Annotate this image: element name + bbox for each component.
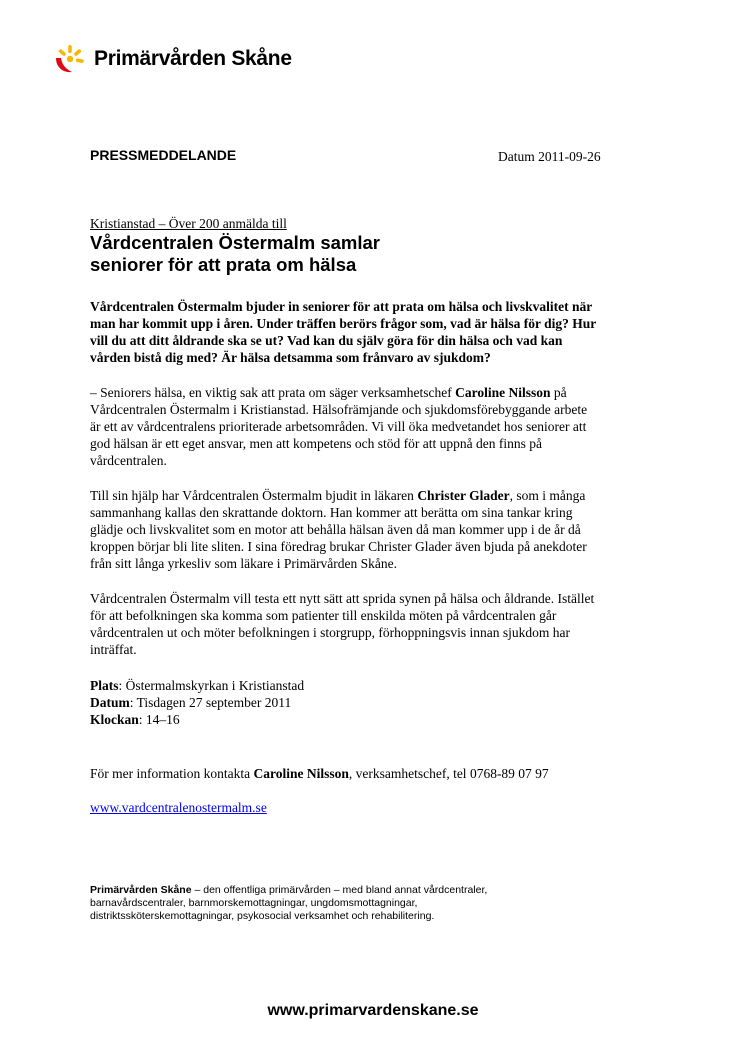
text-span: För mer information kontakta <box>90 766 254 781</box>
person-name: Christer Glader <box>417 488 510 503</box>
paragraph-line: är ett av vårdcentralens prioriterade arbetsområden. Vi vill öka medvetandet hos seniorer att <box>90 419 587 434</box>
paragraph-line: inträffat. <box>90 642 137 657</box>
text-span: – den offentliga primärvården – med bland annat vårdcentraler, <box>191 884 488 896</box>
text-span: , som i många <box>509 488 586 503</box>
text-span: , verksamhetschef, tel 0768-89 07 97 <box>348 766 549 781</box>
paragraph-line: glädje och livskvalitet som en motor att behålla hälsan även då man kommer upp i de år då <box>90 522 581 537</box>
paragraph-speaker <box>90 487 650 572</box>
fact-label: Datum <box>90 695 130 710</box>
paragraph-line <box>90 487 650 504</box>
paragraph-line: vårdcentralen. <box>90 453 167 468</box>
footer-note <box>90 884 487 923</box>
fact-value: : Tisdagen 27 september 2011 <box>129 695 292 710</box>
text-span: – Seniorers hälsa, en viktig sak att prata om säger verksamhetschef <box>90 385 456 400</box>
headline <box>90 232 380 276</box>
person-name: Caroline Nilsson <box>455 385 551 400</box>
contact-name: Caroline Nilsson <box>253 766 349 781</box>
text-span: Till sin hjälp har Vårdcentralen Östermalm bjudit in läkaren <box>90 488 418 503</box>
primarvarden-logo-icon <box>52 44 88 74</box>
kicker: Kristianstad – Över 200 anmälda till <box>90 216 287 231</box>
paragraph-quote <box>90 384 650 469</box>
footer-url: www.primarvardenskane.se <box>267 1002 479 1019</box>
footer-line <box>90 884 487 897</box>
fact-value: : Östermalmskyrkan i Kristianstad <box>118 678 305 693</box>
paragraph-line <box>90 765 650 782</box>
lead-line: vill du att ditt åldrande ska se ut? Vad kan du själv göra för din hälsa och vad kan <box>90 333 563 348</box>
contact-line <box>90 765 650 782</box>
paragraph-line: Vårdcentralen Östermalm vill testa ett nytt sätt att sprida synen på hälsa och åldrande. Istället <box>90 591 595 606</box>
logo <box>52 44 292 74</box>
press-release-label: PRESSMEDDELANDE <box>90 147 237 163</box>
fact-label: Klockan <box>90 712 139 727</box>
website-link[interactable]: www.vardcentralenostermalm.se <box>90 800 267 815</box>
paragraph-line <box>90 384 650 401</box>
fact-place <box>90 677 650 694</box>
lead-paragraph <box>90 298 650 366</box>
paragraph-line: vårdcentralen ut och möter befolkningen i storgrupp, förhoppningsvis innan sjukdom har <box>90 625 571 640</box>
headline-line: seniorer för att prata om hälsa <box>90 254 357 275</box>
paragraph-line: från sitt långa yrkesliv som läkare i Primärvården Skåne. <box>90 556 398 571</box>
paragraph-line: Vårdcentralen Östermalm i Kristianstad. Hälsofrämjande och sjukdomsförebyggande arbete <box>90 402 588 417</box>
paragraph-line: kroppen börjar bli lite sliten. I sina föredrag brukar Christer Glader även bjuda på anekdoter <box>90 539 587 554</box>
paragraph-line: för att befolkningen ska komma som patienter till enskilda möten på vårdcentralen går <box>90 608 557 623</box>
paragraph-line: sammanhang kallas den skrattande doktorn. Han kommer att berätta om sina tankar kring <box>90 505 573 520</box>
text-span: på <box>550 385 567 400</box>
event-facts <box>90 677 650 728</box>
paragraph-initiative <box>90 590 650 658</box>
headline-line: Vårdcentralen Östermalm samlar <box>90 232 380 253</box>
lead-line: man har kommit upp i åren. Under träffen berörs frågor som, vad är hälsa för dig? Hur <box>90 316 597 331</box>
footer-line: distriktssköterskemottagningar, psykosocial verksamhet och rehabilitering. <box>90 910 435 922</box>
fact-value: : 14–16 <box>138 712 180 727</box>
fact-label: Plats <box>90 678 119 693</box>
lead-line: Vårdcentralen Östermalm bjuder in seniorer för att prata om hälsa och livskvalitet när <box>90 299 593 314</box>
org-name: Primärvården Skåne <box>90 884 192 896</box>
footer-line: barnavårdscentraler, barnmorskemottagningar, ungdomsmottagningar, <box>90 897 418 909</box>
paragraph-line: god hälsan är ett eget ansvar, men att kompetens och stöd för att uppnå den finns på <box>90 436 542 451</box>
logo-text: Primärvården Skåne <box>94 47 292 70</box>
fact-date <box>90 694 650 711</box>
release-date: Datum 2011-09-26 <box>498 149 601 164</box>
fact-time <box>90 711 650 728</box>
lead-line: vården bistå dig med? Är hälsa detsamma som frånvaro av sjukdom? <box>90 350 491 365</box>
